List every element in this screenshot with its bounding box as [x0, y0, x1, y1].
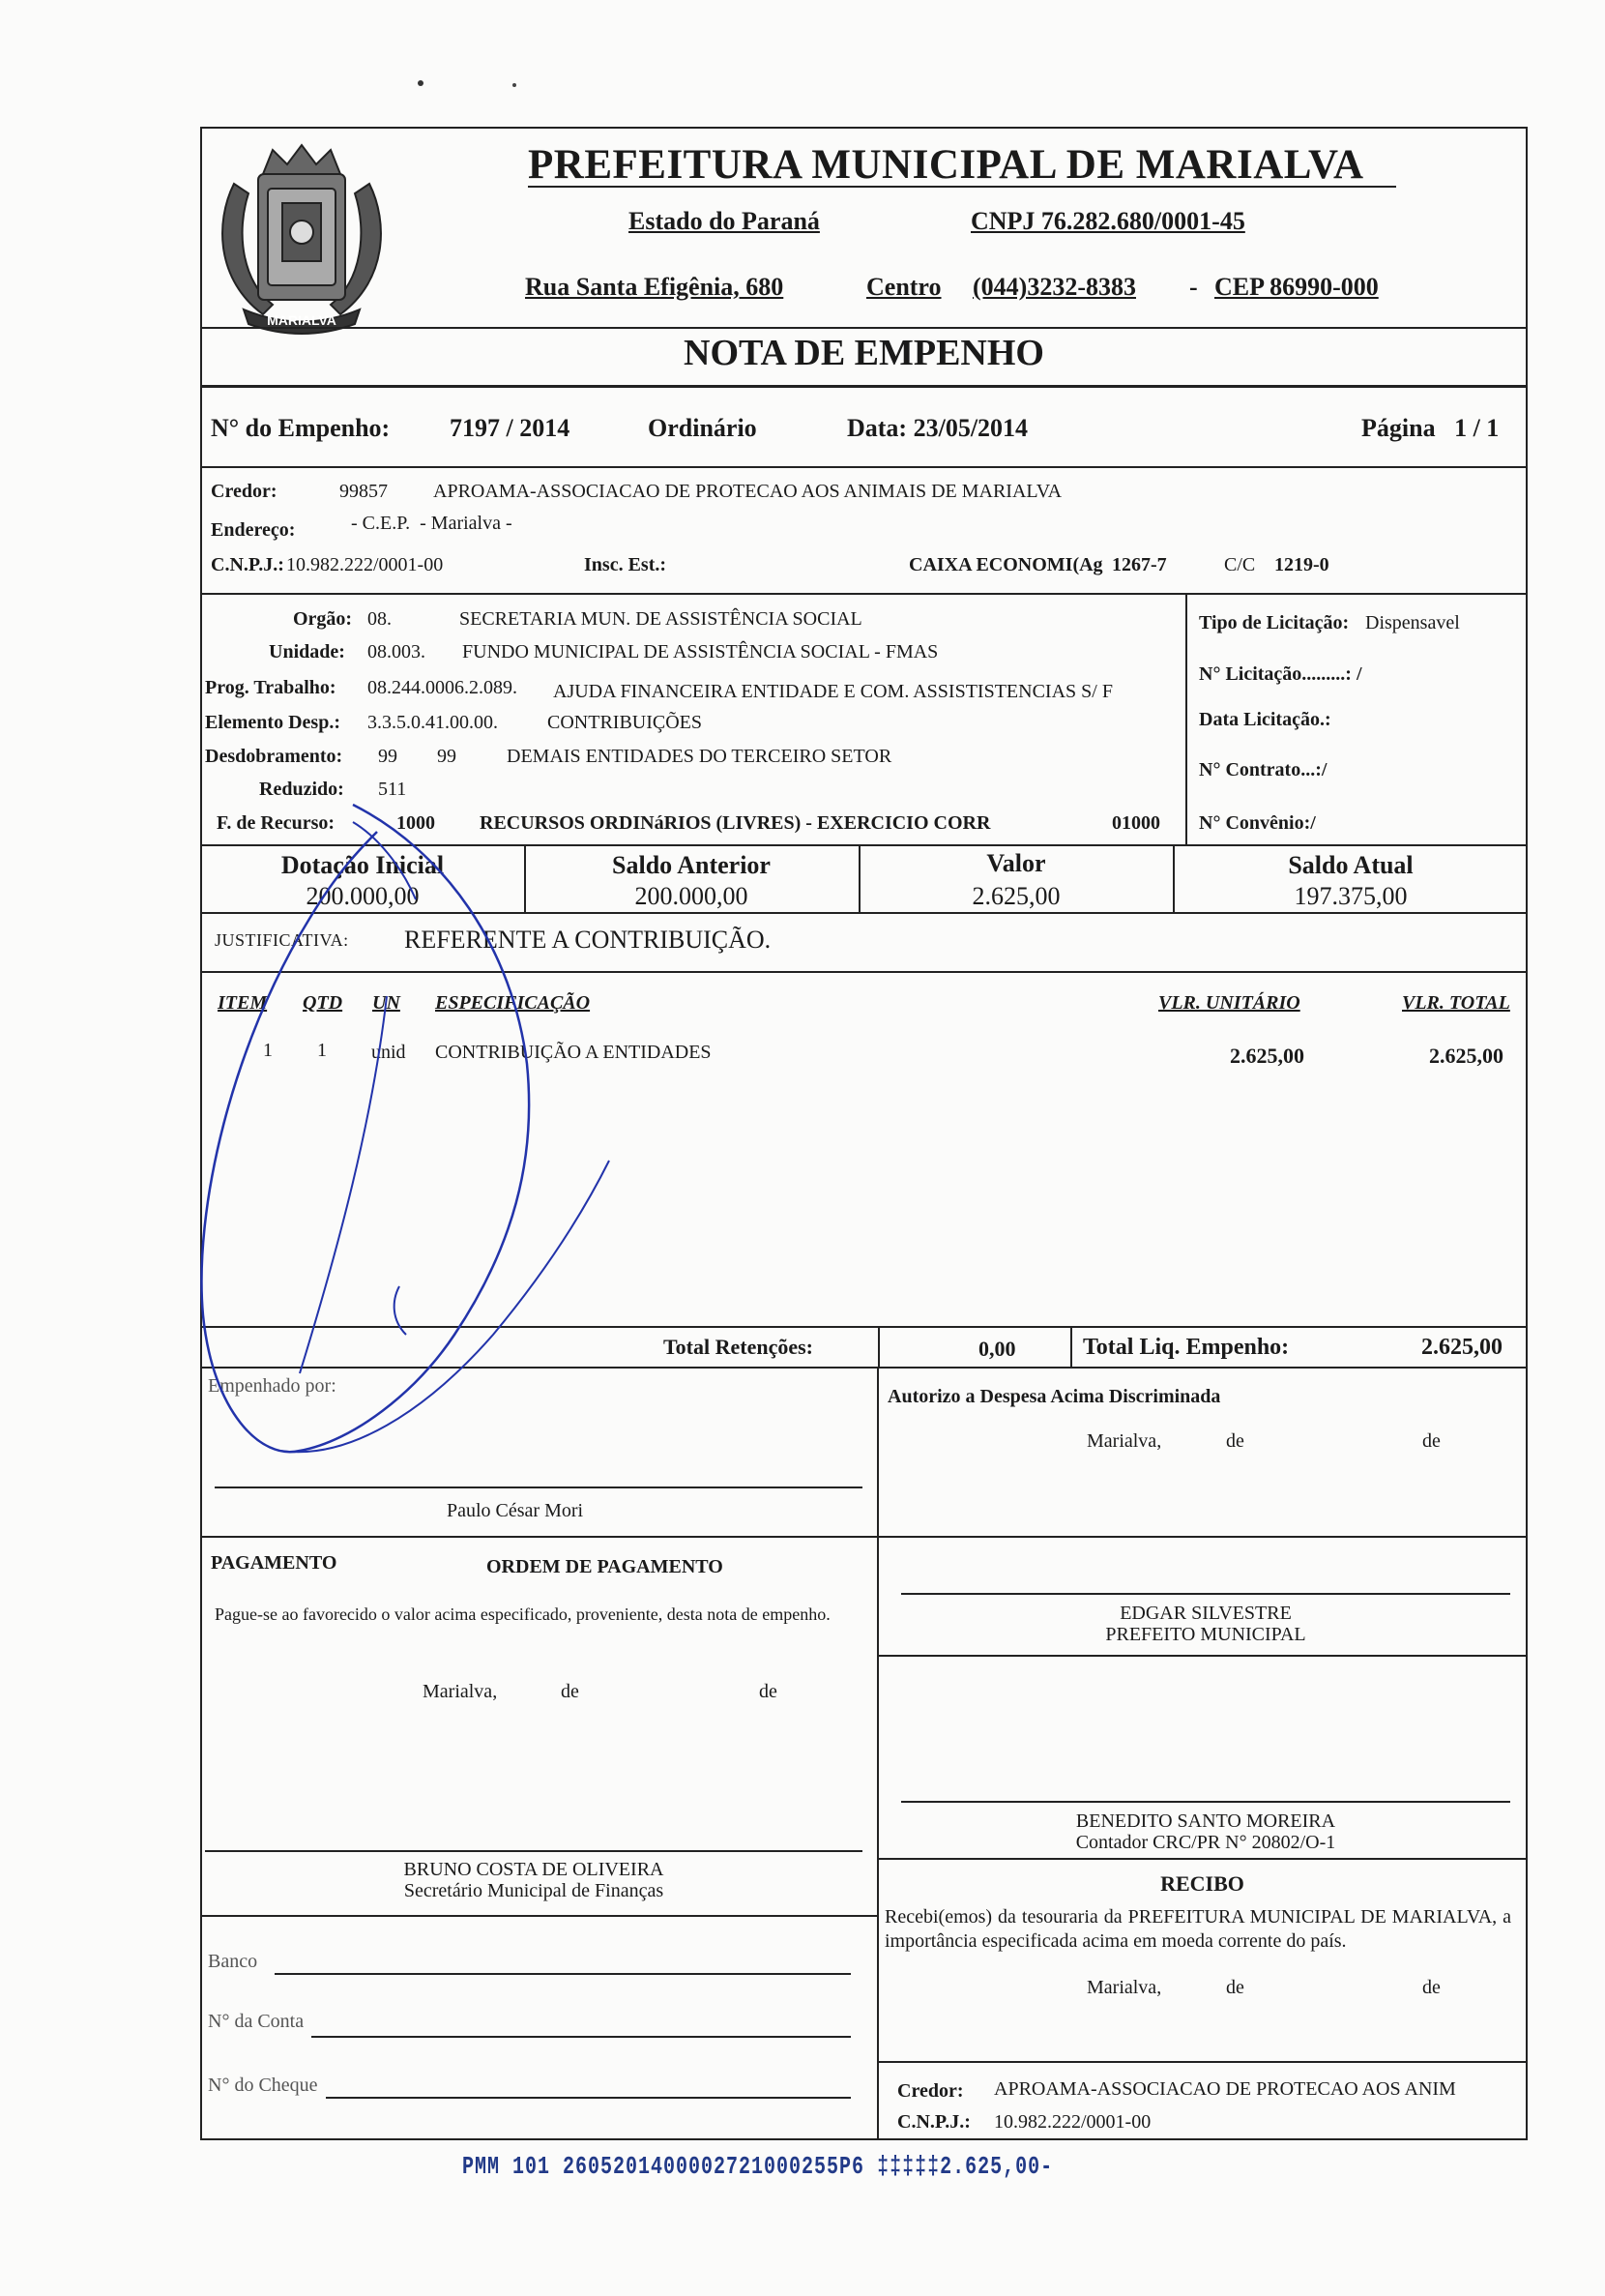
- divider: [877, 2061, 1528, 2063]
- unidade-name: FUNDO MUNICIPAL DE ASSISTÊNCIA SOCIAL - FMAS: [462, 641, 939, 662]
- licitacao-numero: N° Licitação.........: /: [1199, 663, 1362, 685]
- row-desc: CONTRIBUIÇÃO A ENTIDADES: [435, 1042, 712, 1063]
- recibo-credor-label: Credor:: [897, 2080, 964, 2102]
- saldo-anterior-label: Saldo Anterior: [612, 851, 771, 879]
- title-underline: [528, 186, 1396, 188]
- total-retencoes-label: Total Retenções:: [663, 1335, 813, 1359]
- desdobramento-label: Desdobramento:: [205, 746, 343, 767]
- desdobramento-code2: 99: [437, 746, 456, 767]
- orgao-code: 08.: [367, 608, 392, 630]
- recibo-title: RECIBO: [1160, 1871, 1244, 1896]
- footer-code: PMM 101 2605201400002721000255P6 ‡‡‡‡‡2.625,00-: [462, 2153, 1054, 2182]
- banco-label: Banco: [208, 1951, 258, 1972]
- stray-mark: [512, 83, 516, 87]
- elemento-name: CONTRIBUIÇÕES: [547, 712, 703, 733]
- cep: CEP 86990-000: [1214, 273, 1379, 301]
- vertical-divider: [878, 1326, 880, 1367]
- recibo-text: Recebi(emos) da tesouraria da PREFEITURA MUNICIPAL DE MARIALVA, a importância especificada acima em moeda corrente do país.: [885, 1906, 1511, 1952]
- total-liquido-value: 2.625,00: [1421, 1335, 1503, 1360]
- recurso-label: F. de Recurso:: [217, 812, 336, 834]
- prefeito-role: PREFEITO MUNICIPAL: [1105, 1624, 1306, 1645]
- licitacao-tipo: Dispensavel: [1365, 612, 1460, 633]
- licitacao-data: Data Licitação.:: [1199, 709, 1331, 730]
- vertical-divider: [859, 844, 861, 912]
- autorizo-de1: de: [1226, 1430, 1244, 1452]
- phone: (044)3232-8383: [973, 273, 1136, 301]
- empenho-date: Data: 23/05/2014: [847, 414, 1029, 442]
- recibo-cnpj-label: C.N.P.J.:: [897, 2111, 971, 2133]
- cheque-label: N° do Cheque: [208, 2075, 318, 2096]
- justificativa-text: REFERENTE A CONTRIBUIÇÃO.: [404, 926, 772, 954]
- credor-cnpj: 10.982.222/0001-00: [286, 554, 444, 575]
- prog-label: Prog. Trabalho:: [205, 677, 336, 698]
- row-unit-value: 2.625,00: [1230, 1044, 1304, 1068]
- page-number: Página 1 / 1: [1361, 414, 1500, 442]
- signature-line: [205, 1850, 862, 1852]
- signature-line: [901, 1801, 1510, 1803]
- cc-number: 1219-0: [1274, 554, 1329, 575]
- banco-field[interactable]: [275, 1973, 851, 1975]
- col-header-vlr-unitario: VLR. UNITÁRIO: [1158, 992, 1300, 1014]
- vertical-divider: [1070, 1326, 1072, 1367]
- district: Centro: [866, 273, 942, 301]
- insc-label: Insc. Est.:: [584, 554, 667, 575]
- empenhado-label: Empenhado por:: [208, 1375, 336, 1397]
- secretario-role: Secretário Municipal de Finanças: [403, 1880, 664, 1901]
- recibo-cnpj-value: 10.982.222/0001-00: [994, 2111, 1152, 2133]
- cc-label: C/C: [1224, 554, 1256, 575]
- prog-code: 08.244.0006.2.089.: [367, 677, 517, 698]
- divider: [200, 466, 1528, 468]
- empenho-type: Ordinário: [648, 414, 757, 442]
- col-header-item: ITEM: [218, 992, 268, 1014]
- divider: [200, 385, 1528, 388]
- vertical-divider: [1173, 844, 1175, 912]
- total-liquido-label: Total Liq. Empenho:: [1083, 1335, 1290, 1360]
- credor-label: Credor:: [211, 481, 277, 502]
- bank-name: CAIXA ECONOMI(Ag: [909, 554, 1103, 575]
- divider: [200, 327, 1528, 329]
- ordem-pagamento-label: ORDEM DE PAGAMENTO: [486, 1556, 723, 1577]
- row-qtd: 1: [317, 1040, 327, 1061]
- address-label: Endereço:: [211, 519, 296, 541]
- licitacao-tipo-label: Tipo de Licitação:: [1199, 612, 1350, 633]
- credor-code: 99857: [339, 481, 388, 502]
- autorizo-city: Marialva,: [1087, 1430, 1162, 1452]
- saldo-anterior-value: 200.000,00: [634, 882, 748, 910]
- vertical-divider: [1185, 593, 1187, 844]
- desdobramento-code1: 99: [378, 746, 397, 767]
- valor-label: Valor: [986, 849, 1046, 877]
- cnpj-header: CNPJ 76.282.680/0001-45: [971, 207, 1245, 235]
- recurso-name: RECURSOS ORDINáRIOS (LIVRES) - EXERCICIO CORR: [480, 812, 991, 834]
- reduzido-value: 511: [378, 779, 407, 800]
- recibo-credor-name: APROAMA-ASSOCIACAO DE PROTECAO AOS ANIM: [994, 2078, 1456, 2100]
- credor-address: - C.E.P. - Marialva -: [351, 513, 512, 534]
- pague-text: Pague-se ao favorecido o valor acima especificado, proveniente, desta nota de empenho.: [215, 1604, 831, 1624]
- state-name: Estado do Paraná: [628, 207, 820, 235]
- pague-de2: de: [759, 1681, 777, 1702]
- row-un: unid: [371, 1042, 406, 1063]
- col-header-qtd: QTD: [303, 992, 343, 1014]
- recibo-city: Marialva,: [1087, 1977, 1162, 1998]
- licitacao-contrato: N° Contrato...:/: [1199, 759, 1328, 780]
- autorizo-text: Autorizo a Despesa Acima Discriminada: [888, 1386, 1221, 1407]
- conta-field[interactable]: [311, 2036, 851, 2038]
- unidade-code: 08.003.: [367, 641, 425, 662]
- dotacao-inicial-value: 200.000,00: [306, 882, 420, 910]
- saldo-atual-label: Saldo Atual: [1288, 851, 1414, 879]
- recurso-code2: 01000: [1112, 812, 1160, 834]
- bank-agency: 1267-7: [1112, 554, 1167, 575]
- divider: [877, 1655, 1528, 1657]
- conta-label: N° da Conta: [208, 2011, 305, 2032]
- prefeito-name: EDGAR SILVESTRE: [1120, 1603, 1292, 1624]
- desdobramento-name: DEMAIS ENTIDADES DO TERCEIRO SETOR: [507, 746, 892, 767]
- signature-line: [901, 1593, 1510, 1595]
- saldo-atual-value: 197.375,00: [1294, 882, 1408, 910]
- prog-name: AJUDA FINANCEIRA ENTIDADE E COM. ASSISTISTENCIAS S/ F: [553, 681, 1113, 702]
- autorizo-de2: de: [1422, 1430, 1441, 1452]
- recibo-de1: de: [1226, 1977, 1244, 1998]
- divider: [200, 1536, 1528, 1538]
- vertical-divider: [877, 1367, 879, 2140]
- municipal-crest-icon: [205, 135, 398, 339]
- dotacao-inicial-label: Dotação Inicial: [280, 851, 445, 879]
- col-header-especificacao: ESPECIFICAÇÃO: [435, 992, 591, 1014]
- secretario-name: BRUNO COSTA DE OLIVEIRA: [403, 1859, 664, 1880]
- document-title: NOTA DE EMPENHO: [684, 333, 1044, 373]
- col-header-vlr-total: VLR. TOTAL: [1402, 992, 1510, 1014]
- credor-name: APROAMA-ASSOCIACAO DE PROTECAO AOS ANIMAIS DE MARIALVA: [433, 481, 1063, 502]
- recibo-de2: de: [1422, 1977, 1441, 1998]
- contador-role: Contador CRC/PR N° 20802/O-1: [1075, 1832, 1336, 1853]
- handwritten-signature: [193, 793, 657, 1470]
- recurso-code: 1000: [396, 812, 435, 834]
- page-title: PREFEITURA MUNICIPAL DE MARIALVA: [528, 142, 1364, 188]
- unidade-label: Unidade:: [269, 641, 345, 662]
- divider: [200, 593, 1528, 595]
- cheque-field[interactable]: [326, 2097, 851, 2099]
- pagamento-label: PAGAMENTO: [211, 1552, 337, 1574]
- orgao-label: Orgão:: [293, 608, 353, 630]
- empenhado-name: Paulo César Mori: [447, 1500, 584, 1521]
- orgao-name: SECRETARIA MUN. DE ASSISTÊNCIA SOCIAL: [459, 608, 862, 630]
- elemento-code: 3.3.5.0.41.00.00.: [367, 712, 498, 733]
- justificativa-label: JUSTIFICATIVA:: [215, 930, 349, 950]
- cnpj-label: C.N.P.J.:: [211, 554, 284, 575]
- crest-text: MARIALVA: [267, 312, 336, 328]
- divider: [877, 1858, 1528, 1860]
- row-total-value: 2.625,00: [1429, 1044, 1503, 1068]
- empenho-number: 7197 / 2014: [450, 414, 570, 442]
- valor-value: 2.625,00: [972, 882, 1061, 910]
- pague-de1: de: [561, 1681, 579, 1702]
- signature-line: [215, 1487, 862, 1488]
- elemento-label: Elemento Desp.:: [205, 712, 340, 733]
- col-header-un: UN: [372, 992, 400, 1014]
- licitacao-convenio: N° Convênio:/: [1199, 812, 1316, 834]
- reduzido-label: Reduzido:: [259, 779, 344, 800]
- empenho-number-label: N° do Empenho:: [211, 414, 391, 442]
- row-item: 1: [263, 1040, 273, 1061]
- contador-name: BENEDITO SANTO MOREIRA: [1075, 1810, 1336, 1832]
- separator: -: [1189, 273, 1198, 301]
- pague-city: Marialva,: [423, 1681, 498, 1702]
- address: Rua Santa Efigênia, 680: [525, 273, 784, 301]
- divider: [200, 1915, 877, 1917]
- stray-mark: [418, 80, 423, 86]
- total-retencoes-value: 0,00: [978, 1337, 1016, 1361]
